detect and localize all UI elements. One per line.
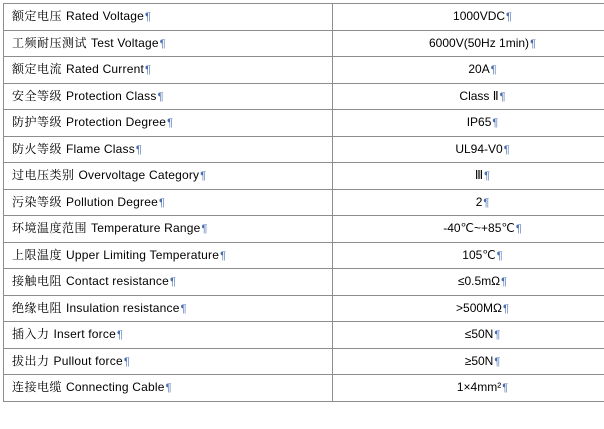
paragraph-mark-icon: ¶ <box>490 64 497 77</box>
paragraph-mark-icon: ¶ <box>201 223 208 236</box>
row-label-cell <box>4 348 333 375</box>
row-label-cell <box>4 216 333 243</box>
row-label-chinese: 额定电压 <box>12 9 63 24</box>
row-value: Class Ⅱ <box>459 88 499 103</box>
table-row <box>4 30 604 57</box>
row-label-cell <box>4 30 333 57</box>
row-value-cell <box>333 348 604 375</box>
table-row <box>4 83 604 110</box>
specifications-table-body <box>4 4 604 402</box>
table-row <box>4 110 604 137</box>
row-value: 6000V(50Hz 1min) <box>429 35 530 50</box>
row-label-chinese: 防护等级 <box>12 115 63 130</box>
row-value-cell <box>333 30 604 57</box>
row-label-chinese: 上限温度 <box>12 247 63 262</box>
paragraph-mark-icon: ¶ <box>501 276 508 289</box>
row-label-chinese: 接触电阻 <box>12 274 63 289</box>
table-row <box>4 295 604 322</box>
row-label-english: Protection Degree <box>66 115 167 130</box>
paragraph-mark-icon: ¶ <box>496 249 503 262</box>
table-row <box>4 163 604 190</box>
paragraph-mark-icon: ¶ <box>494 355 501 368</box>
paragraph-mark-icon: ¶ <box>145 11 152 24</box>
paragraph-mark-icon: ¶ <box>159 37 166 50</box>
table-row <box>4 57 604 84</box>
paragraph-mark-icon: ¶ <box>499 90 506 103</box>
table-row <box>4 136 604 163</box>
row-value: >500MΩ <box>456 300 503 315</box>
row-value-cell <box>333 375 604 402</box>
row-label-cell <box>4 269 333 296</box>
row-label-cell <box>4 83 333 110</box>
row-value-cell <box>333 189 604 216</box>
row-value-cell <box>333 269 604 296</box>
row-label-chinese: 安全等级 <box>12 88 63 103</box>
table-row <box>4 269 604 296</box>
row-value-cell <box>333 83 604 110</box>
row-label-cell <box>4 322 333 349</box>
paragraph-mark-icon: ¶ <box>506 11 512 24</box>
paragraph-mark-icon: ¶ <box>167 117 174 130</box>
row-value-cell <box>333 322 604 349</box>
row-label-cell <box>4 189 333 216</box>
row-label-english: Upper Limiting Temperature <box>66 247 220 262</box>
row-value-cell <box>333 136 604 163</box>
table-row <box>4 322 604 349</box>
row-value-cell <box>333 163 604 190</box>
row-label-english: Test Voltage <box>91 35 159 50</box>
row-value: 1000VDC <box>453 9 506 24</box>
specifications-table <box>3 3 604 402</box>
row-label-english: Insulation resistance <box>66 300 180 315</box>
row-label-english: Contact resistance <box>66 274 169 289</box>
row-value-cell <box>333 110 604 137</box>
row-label-chinese: 工频耐压测试 <box>12 35 88 50</box>
row-label-english: Temperature Range <box>91 221 201 236</box>
row-label-english: Pullout force <box>53 353 123 368</box>
row-label-chinese: 插入力 <box>12 327 50 342</box>
paragraph-mark-icon: ¶ <box>530 37 536 50</box>
row-value-cell <box>333 295 604 322</box>
row-label-english: Insert force <box>53 327 116 342</box>
paragraph-mark-icon: ¶ <box>200 170 207 183</box>
row-label-chinese: 防火等级 <box>12 141 63 156</box>
table-row <box>4 216 604 243</box>
table-row <box>4 189 604 216</box>
row-label-english: Pollution Degree <box>66 194 158 209</box>
row-label-chinese: 额定电流 <box>12 62 63 77</box>
row-value: UL94-V0 <box>455 141 503 156</box>
table-row <box>4 4 604 31</box>
paragraph-mark-icon: ¶ <box>158 196 166 209</box>
row-label-chinese: 环境温度范围 <box>12 221 88 236</box>
paragraph-mark-icon: ¶ <box>170 276 177 289</box>
paragraph-mark-icon: ¶ <box>123 355 130 368</box>
table-row <box>4 375 604 402</box>
row-value: 105℃ <box>462 247 496 262</box>
row-label-cell <box>4 110 333 137</box>
row-label-cell <box>4 242 333 269</box>
row-value: 2 <box>475 194 483 209</box>
row-label-cell <box>4 375 333 402</box>
row-value-cell <box>333 57 604 84</box>
paragraph-mark-icon: ¶ <box>503 143 510 156</box>
row-label-chinese: 绝缘电阻 <box>12 300 63 315</box>
row-label-english: Flame Class <box>66 141 135 156</box>
row-label-cell <box>4 4 333 31</box>
row-value: Ⅲ <box>474 168 484 183</box>
paragraph-mark-icon: ¶ <box>135 143 143 156</box>
row-value-cell <box>333 216 604 243</box>
row-label-cell <box>4 163 333 190</box>
row-label-chinese: 拔出力 <box>12 353 50 368</box>
row-label-chinese: 连接电缆 <box>12 380 63 395</box>
table-row <box>4 348 604 375</box>
row-value-cell <box>333 4 604 31</box>
row-label-cell <box>4 295 333 322</box>
specifications-table-container <box>3 3 600 426</box>
paragraph-mark-icon: ¶ <box>145 64 152 77</box>
row-label-english: Connecting Cable <box>66 380 165 395</box>
row-value: 1×4mm² <box>456 380 502 395</box>
paragraph-mark-icon: ¶ <box>220 249 227 262</box>
row-label-cell <box>4 57 333 84</box>
paragraph-mark-icon: ¶ <box>165 382 172 395</box>
row-value: IP65 <box>466 115 492 130</box>
row-value: ≤0.5mΩ <box>457 274 501 289</box>
paragraph-mark-icon: ¶ <box>116 329 124 342</box>
paragraph-mark-icon: ¶ <box>484 170 491 183</box>
row-label-english: Rated Current <box>66 62 144 77</box>
row-label-cell <box>4 136 333 163</box>
row-value: 20A <box>468 62 490 77</box>
row-label-english: Overvoltage Category <box>78 168 200 183</box>
paragraph-mark-icon: ¶ <box>157 90 164 103</box>
row-label-chinese: 污染等级 <box>12 194 63 209</box>
paragraph-mark-icon: ¶ <box>483 196 490 209</box>
row-label-english: Protection Class <box>66 88 157 103</box>
paragraph-mark-icon: ¶ <box>492 117 499 130</box>
row-label-english: Rated Voltage <box>66 9 145 24</box>
row-value: -40℃~+85℃ <box>443 221 515 236</box>
table-row <box>4 242 604 269</box>
paragraph-mark-icon: ¶ <box>515 223 522 236</box>
row-value: ≤50N <box>464 327 494 342</box>
paragraph-mark-icon: ¶ <box>503 302 509 315</box>
paragraph-mark-icon: ¶ <box>494 329 501 342</box>
paragraph-mark-icon: ¶ <box>502 382 509 395</box>
paragraph-mark-icon: ¶ <box>180 302 187 315</box>
row-label-chinese: 过电压类别 <box>12 168 75 183</box>
row-value-cell <box>333 242 604 269</box>
row-value: ≥50N <box>464 353 494 368</box>
